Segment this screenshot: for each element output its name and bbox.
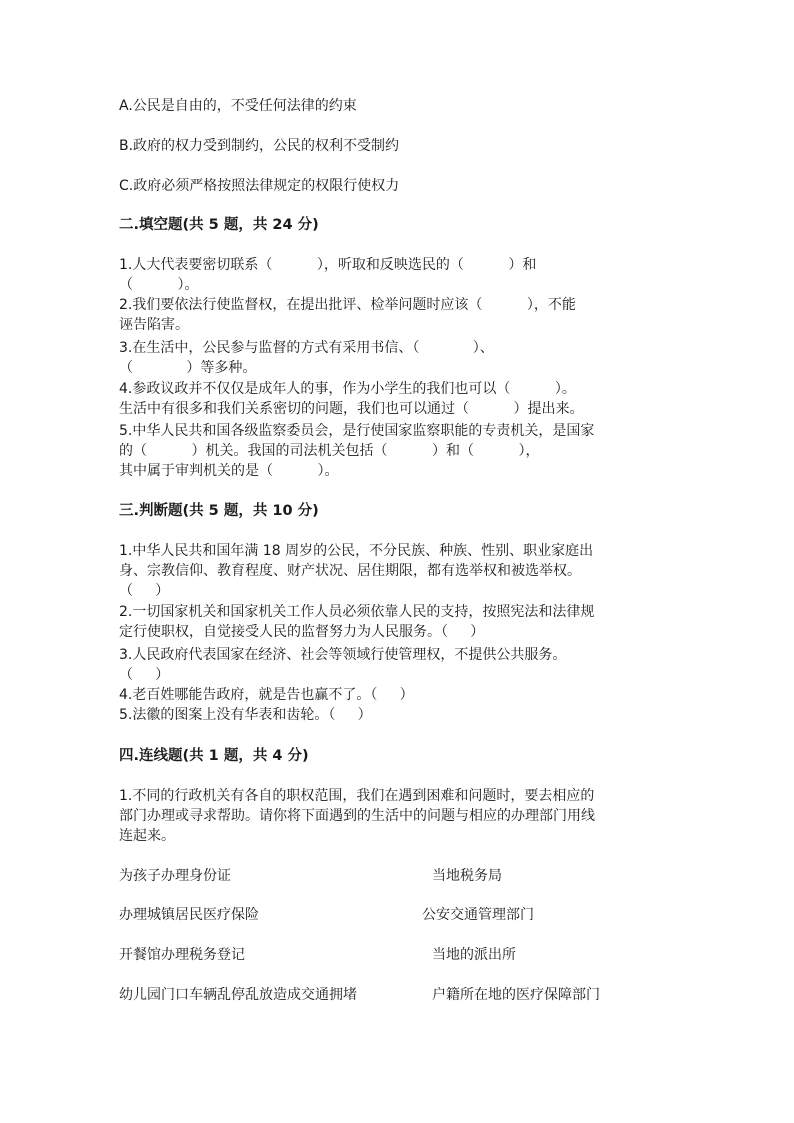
s3-line: （ ）: [119, 667, 170, 683]
s2-line: 其中属于审判机关的是（ ）。: [119, 463, 339, 479]
section-2-title: 二.填空题(共 5 题，共 24 分): [119, 217, 319, 233]
option-a: A.公民是自由的，不受任何法律的约束: [119, 98, 357, 114]
match-left-item: 开餐馆办理税务登记: [119, 947, 245, 963]
s3-line: （ ）: [119, 583, 170, 599]
s3-line: 2.一切国家机关和国家机关工作人员必须依靠人民的支持，按照宪法和法律规: [119, 604, 595, 620]
match-right-item: 公安交通管理部门: [422, 907, 534, 923]
match-left-item: 幼儿园门口车辆乱停乱放造成交通拥堵: [119, 987, 357, 1003]
match-right-item: 当地税务局: [432, 868, 502, 884]
s3-line: 4.老百姓哪能告政府，就是告也赢不了。（ ）: [119, 687, 414, 703]
match-left-item: 为孩子办理身份证: [119, 868, 231, 884]
match-left-item: 办理城镇居民医疗保险: [119, 907, 259, 923]
option-c: C.政府必须严格按照法律规定的权限行使权力: [119, 178, 400, 194]
s2-line: 3.在生活中，公民参与监督的方式有采用书信、（ ）、: [119, 340, 494, 356]
s4-line: 1.不同的行政机关有各自的职权范围，我们在遇到困难和问题时，要去相应的: [119, 788, 595, 804]
s2-line: 1.人大代表要密切联系（ ），听取和反映选民的（ ）和: [119, 257, 537, 273]
option-b: B.政府的权力受到制约，公民的权利不受制约: [119, 138, 400, 154]
s2-line: 2.我们要依法行使监督权，在提出批评、检举问题时应该（ ），不能: [119, 297, 576, 313]
s2-line: （ ）。: [119, 277, 199, 293]
s2-line: 4.参政议政并不仅仅是成年人的事，作为小学生的我们也可以（ ）。: [119, 381, 576, 397]
s3-line: 1.中华人民共和国年满 18 周岁的公民，不分民族、种族、性别、职业家庭出: [119, 543, 594, 559]
s4-line: 连起来。: [119, 828, 175, 844]
s3-line: 定行使职权，自觉接受人民的监督努力为人民服务。（ ）: [119, 624, 485, 640]
s4-line: 部门办理或寻求帮助。请你将下面遇到的生活中的问题与相应的办理部门用线: [119, 808, 595, 824]
s2-line: （ ）等多种。: [119, 360, 257, 376]
s3-line: 身、宗教信仰、教育程度、财产状况、居住期限，都有选举权和被选举权。: [119, 563, 581, 579]
s2-line: 诬告陷害。: [119, 317, 189, 333]
match-right-item: 当地的派出所: [432, 947, 516, 963]
s2-line: 的（ ）机关。我国的司法机关包括（ ）和（ ），: [119, 443, 540, 459]
s2-line: 5.中华人民共和国各级监察委员会，是行使国家监察职能的专责机关，是国家: [119, 423, 595, 439]
match-right-item: 户籍所在地的医疗保障部门: [432, 987, 600, 1003]
s2-line: 生活中有很多和我们关系密切的问题，我们也可以通过（ ）提出来。: [119, 401, 584, 417]
s3-line: 3.人民政府代表国家在经济、社会等领域行使管理权，不提供公共服务。: [119, 647, 567, 663]
section-3-title: 三.判断题(共 5 题，共 10 分): [119, 503, 319, 519]
s3-line: 5.法徽的图案上没有华表和齿轮。（ ）: [119, 707, 372, 723]
section-4-title: 四.连线题(共 1 题，共 4 分): [119, 748, 309, 764]
